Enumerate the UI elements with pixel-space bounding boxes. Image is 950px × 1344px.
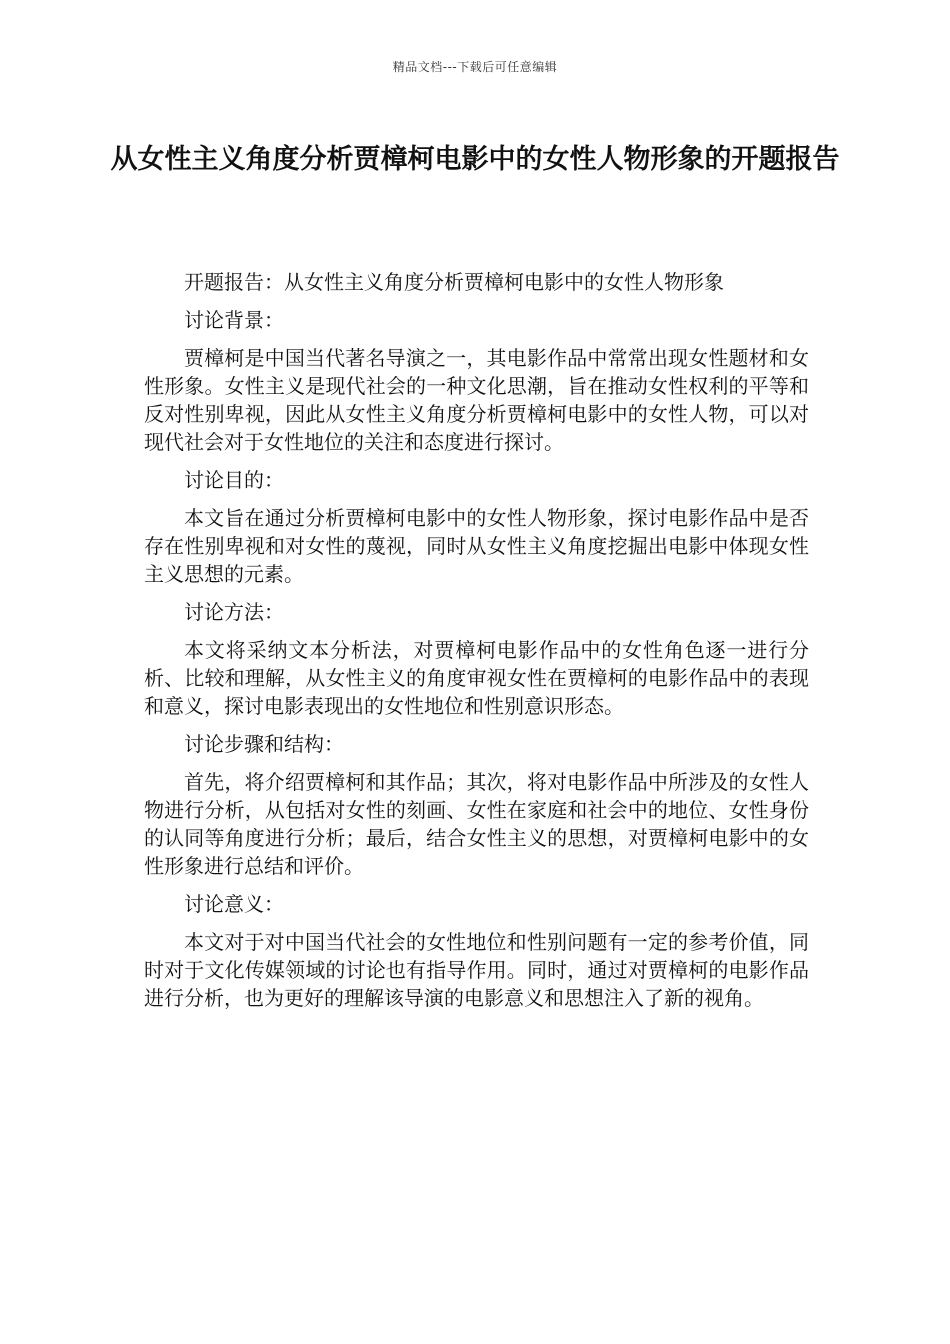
section-heading-method: 讨论方法： — [184, 600, 284, 624]
header-note: 精品文档---下载后可任意编辑 — [392, 60, 558, 74]
section-heading-significance: 讨论意义： — [184, 892, 284, 916]
section-heading-structure: 讨论步骤和结构： — [184, 732, 344, 756]
document-title: 从女性主义角度分析贾樟柯电影中的女性人物形象的开题报告 — [110, 144, 840, 175]
paragraph-background: 贾樟柯是中国当代著名导演之一，其电影作品中常常出现女性题材和女性形象。女性主义是现代社会的一种文化思潮，旨在推动女性权利的平等和反对性别卑视，因此从女性主义角度分析贾樟柯电影中的女性人物，可以对现代社会对于女性地位的关注和态度进行探讨。 — [144, 346, 809, 454]
paragraph-structure: 首先，将介绍贾樟柯和其作品；其次，将对电影作品中所涉及的女性人物进行分析，从包括对女性的刻画、女性在家庭和社会中的地位、女性身份的认同等角度进行分析；最后，结合女性主义的思想，对贾樟柯电影中的女性形象进行总结和评价。 — [144, 770, 809, 878]
document-body — [144, 268, 809, 1022]
paragraph-method: 本文将采纳文本分析法，对贾樟柯电影作品中的女性角色逐一进行分析、比较和理解，从女性主义的角度审视女性在贾樟柯的电影作品中的表现和意义，探讨电影表现出的女性地位和性别意识形态。 — [144, 638, 809, 718]
paragraph-purpose: 本文旨在通过分析贾樟柯电影中的女性人物形象，探讨电影作品中是否存在性别卑视和对女性的蔑视，同时从女性主义角度挖掘出电影中体现女性主义思想的元素。 — [144, 506, 809, 586]
section-heading-purpose: 讨论目的： — [184, 468, 284, 492]
paragraph-significance: 本文对于对中国当代社会的女性地位和性别问题有一定的参考价值，同时对于文化传媒领域的讨论也有指导作用。同时，通过对贾樟柯的电影作品进行分析，也为更好的理解该导演的电影意义和思想注入了新的视角。 — [144, 930, 809, 1010]
section-heading-background: 讨论背景： — [184, 308, 284, 332]
paragraph-intro: 开题报告：从女性主义角度分析贾樟柯电影中的女性人物形象 — [184, 270, 724, 294]
